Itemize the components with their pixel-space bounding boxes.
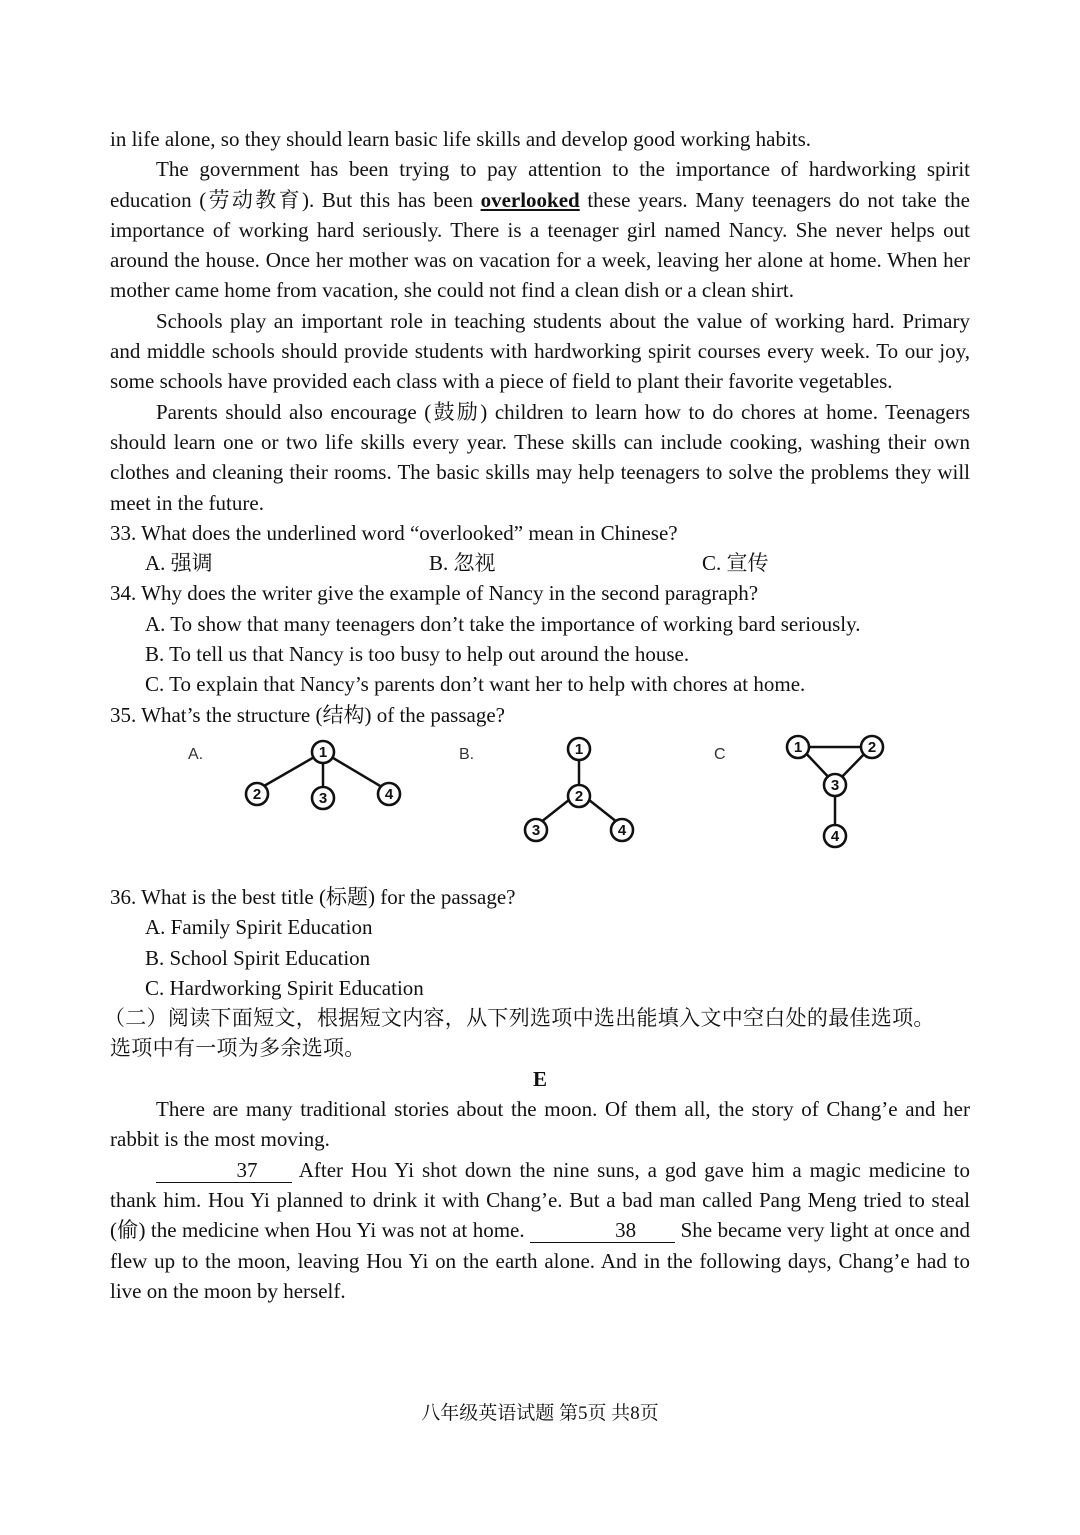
exam-page — [104, 124, 971, 1306]
option-c: C. 宣传 — [702, 551, 769, 576]
option-b: B. School Spirit Education — [145, 945, 371, 970]
diagram-node-label: 3 — [318, 789, 328, 807]
underlined-word: overlooked — [480, 187, 580, 212]
diagram-b-label: B. — [459, 745, 475, 763]
paragraph-text: The government has been trying to pay attention to the importance of hardworking spirit education (劳动教育). But this has been — [110, 157, 970, 212]
diagram-svg — [110, 730, 970, 882]
passage-e-paragraph-2 — [110, 1155, 970, 1306]
question-33: 33. What does the underlined word “overlooked” mean in Chinese? — [110, 520, 678, 545]
diagram-node-label: 4 — [384, 785, 394, 803]
section-instructions-cont: 选项中有一项为多余选项。 — [110, 1036, 366, 1061]
diagram-node-label: 4 — [830, 827, 840, 845]
question-36: 36. What is the best title (标题) for the passage? — [110, 884, 516, 909]
option-a: A. Family Spirit Education — [145, 915, 373, 940]
question-34: 34. Why does the writer give the example of Nancy in the second paragraph? — [110, 581, 759, 606]
question-35: 35. What’s the structure (结构) of the passage? — [110, 702, 505, 727]
option-b: B. To tell us that Nancy is too busy to help out around the house. — [145, 642, 690, 667]
passage-heading: E — [532, 1066, 547, 1091]
diagram-node-label: 1 — [793, 738, 803, 756]
paragraph-text: these years. Many teenagers do not take the importance of working hard seriously. There is a teenager girl named Nancy. She never helps out around the house. Once her mother was on vacation for a week, leaving her alone at home. When her mother came home from vacation, she could not find a clean dish or a clean shirt. — [110, 187, 971, 303]
passage-paragraph-2: Schools play an important role in teaching students about the value of working hard. Primary and middle schools should provide students with hardworking spirit courses every week. To our joy, some schools have provided each class with a piece of field to plant their favorite vegetables. — [110, 308, 970, 394]
paragraph-text: She became very light at once and flew up to the moon, leaving Hou Yi on the earth alone. And in the following days, Chang’e had to live on the moon by herself. — [110, 1218, 971, 1303]
option-c: C. Hardworking Spirit Education — [145, 975, 424, 1000]
diagram-node-label: 2 — [867, 738, 877, 756]
option-b: B. 忽视 — [429, 551, 496, 576]
passage-e-paragraph-1: There are many traditional stories about the moon. Of them all, the story of Chang’e and her rabbit is the most moving. — [110, 1097, 970, 1152]
blank-38: 38 — [530, 1218, 675, 1243]
diagram-node-label: 1 — [318, 743, 328, 761]
diagram-node-label: 2 — [574, 787, 584, 805]
diagram-node-label: 1 — [574, 740, 584, 758]
diagram-a-label: A. — [188, 745, 204, 763]
passage-paragraph-0: in life alone, so they should learn basic life skills and develop good working habits. — [110, 127, 812, 151]
diagram-node-label: 4 — [617, 821, 627, 839]
page-footer: 八年级英语试题 第5页 共8页 — [421, 1403, 659, 1424]
paragraph-text: After Hou Yi shot down the nine suns, a god gave him a magic medicine to thank him. Hou Yi planned to drink it with Chang’e. But a bad man called Pang Meng tried to steal (偷) the medicine when Hou Yi was not at home. — [110, 1157, 970, 1243]
passage-paragraph-3: Parents should also encourage (鼓励) children to learn how to do chores at home. Teenagers should learn one or two life skills every year. These skills can include cooking, washing their own clothes and cleaning their rooms. The basic skills may help teenagers to solve the problems they will meet in the future. — [110, 399, 970, 515]
section-instructions: （二）阅读下面短文，根据短文内容，从下列选项中选出能填入文中空白处的最佳选项。 — [104, 1006, 935, 1031]
diagram-node-label: 3 — [830, 776, 840, 794]
option-a: A. 强调 — [145, 551, 213, 576]
structure-diagrams — [110, 730, 970, 882]
diagram-node-label: 2 — [252, 785, 262, 803]
option-c: C. To explain that Nancy’s parents don’t want her to help with chores at home. — [145, 672, 806, 697]
blank-37: 37 — [156, 1158, 292, 1183]
passage-paragraph-1 — [110, 154, 970, 305]
question-33-options — [110, 548, 970, 578]
diagram-c-label: C — [714, 745, 726, 763]
option-a: A. To show that many teenagers don’t take the importance of working bard seriously. — [145, 611, 861, 636]
diagram-node-label: 3 — [531, 821, 541, 839]
